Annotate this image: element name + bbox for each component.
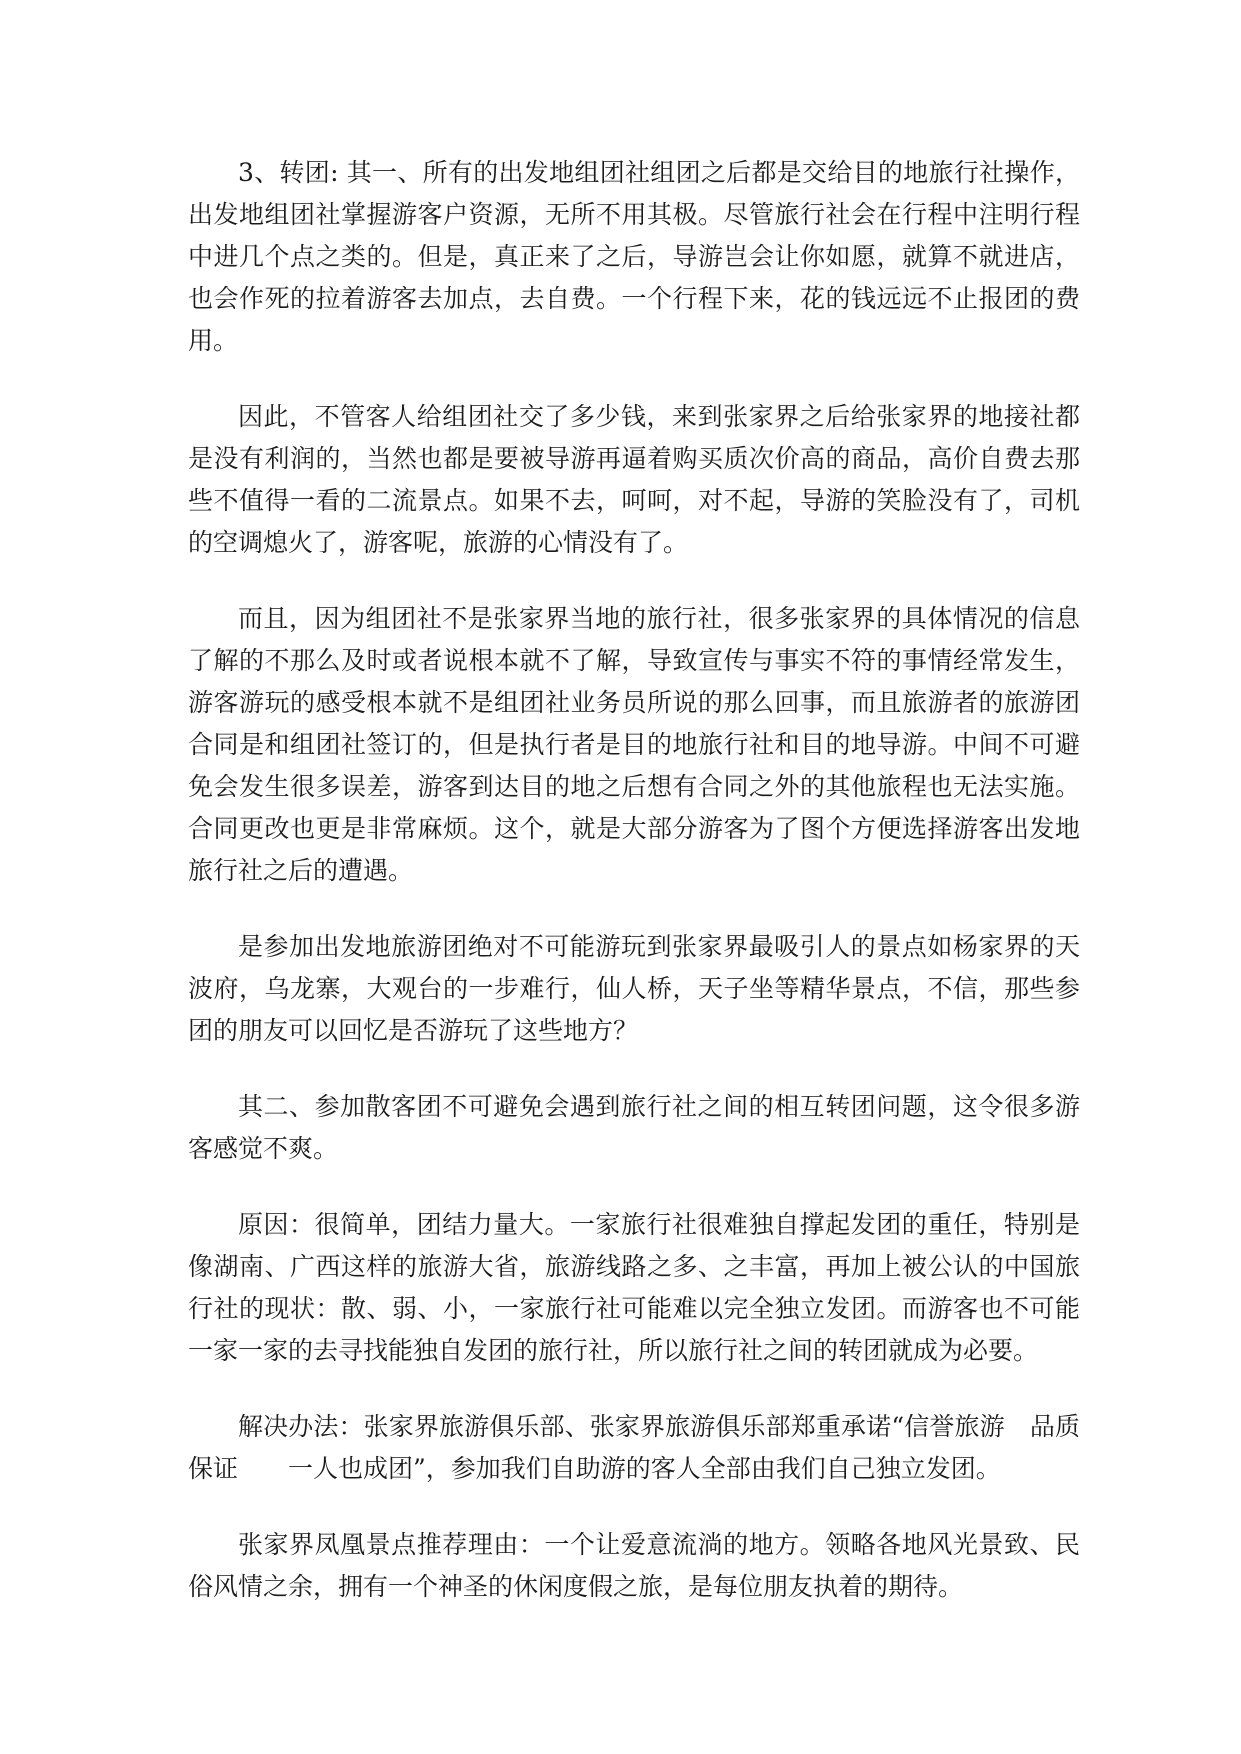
document-body — [188, 152, 1080, 1608]
paragraph-4: 是参加出发地旅游团绝对不可能游玩到张家界最吸引人的景点如杨家界的天波府，乌龙寨，大观台的一步难行，仙人桥，天子坐等精华景点，不信，那些参团的朋友可以回忆是否游玩了这些地方？ — [188, 932, 1080, 1045]
paragraph-7: 解决办法：张家界旅游俱乐部、张家界旅游俱乐部郑重承诺“信誉旅游 品质保证 一人也成团”，参加我们自助游的客人全部由我们自己独立发团。 — [188, 1412, 1080, 1483]
paragraph-1: 3、转团: 其一、所有的出发地组团社组团之后都是交给目的地旅行社操作，出发地组团社掌握游客户资源，无所不用其极。尽管旅行社会在行程中注明行程中进几个点之类的。但是，真正来了之后，导游岂会让你如愿，就算不就进店，也会作死的拉着游客去加点，去自费。一个行程下来，花的钱远远不止报团的费用。 — [188, 158, 1080, 355]
paragraph-5: 其二、参加散客团不可避免会遇到旅行社之间的相互转团问题，这令很多游客感觉不爽。 — [188, 1092, 1080, 1163]
paragraph-8: 张家界凤凰景点推荐理由：一个让爱意流淌的地方。领略各地风光景致、民俗风情之余，拥有一个神圣的休闲度假之旅，是每位朋友执着的期待。 — [188, 1530, 1080, 1601]
paragraph-3: 而且，因为组团社不是张家界当地的旅行社，很多张家界的具体情况的信息了解的不那么及时或者说根本就不了解，导致宣传与事实不符的事情经常发生，游客游玩的感受根本就不是组团社业务员所说的那么回事，而且旅游者的旅游团合同是和组团社签订的，但是执行者是目的地旅行社和目的地导游。中间不可避免会发生很多误差，游客到达目的地之后想有合同之外的其他旅程也无法实施。合同更改也更是非常麻烦。这个，就是大部分游客为了图个方便选择游客出发地旅行社之后的遭遇。 — [188, 604, 1080, 885]
paragraph-6: 原因：很简单，团结力量大。一家旅行社很难独自撑起发团的重任，特别是像湖南、广西这样的旅游大省，旅游线路之多、之丰富，再加上被公认的中国旅行社的现状：散、弱、小，一家旅行社可能难以完全独立发团。而游客也不可能一家一家的去寻找能独自发团的旅行社，所以旅行社之间的转团就成为必要。 — [188, 1210, 1080, 1365]
paragraph-2: 因此，不管客人给组团社交了多少钱，来到张家界之后给张家界的地接社都是没有利润的，当然也都是要被导游再逼着购买质次价高的商品，高价自费去那些不值得一看的二流景点。如果不去，呵呵，对不起，导游的笑脸没有了，司机的空调熄火了，游客呢，旅游的心情没有了。 — [188, 402, 1080, 557]
